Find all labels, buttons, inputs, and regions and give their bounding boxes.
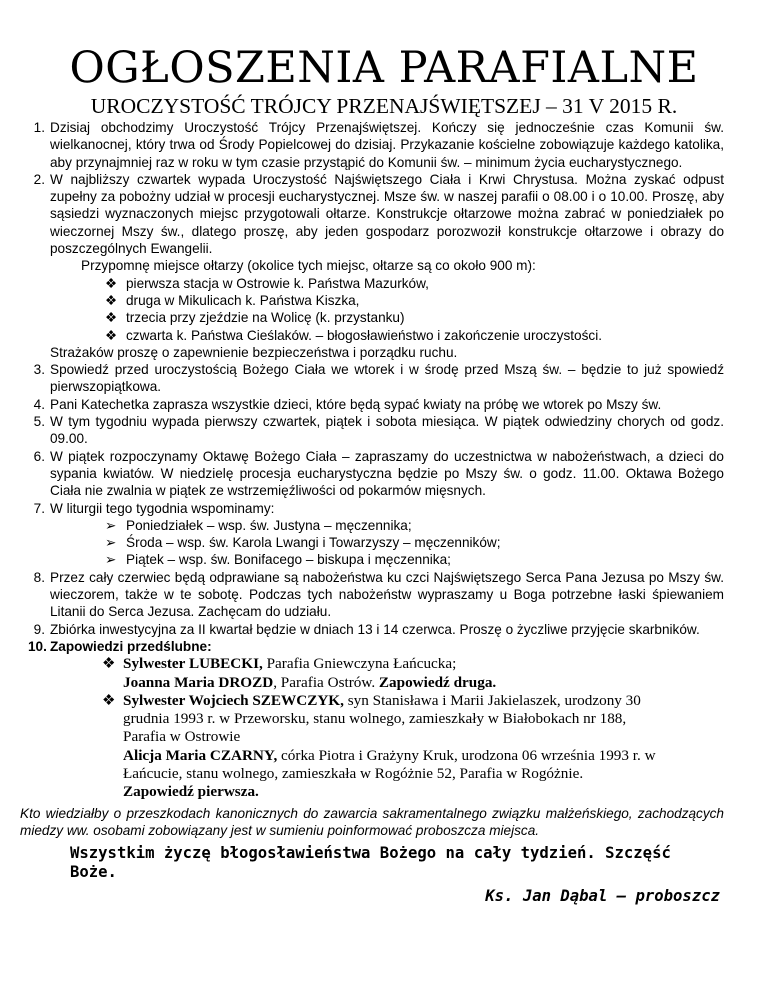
item-text: W piątek rozpoczynamy Oktawę Bożego Ciała – zapraszamy do uczestnictwa w nabożeństwach, a dzieci do sypania kwiatów. W niedzielę procesja eucharystyczna będzie po Mszy św. o godz. 11.00. Oktawa Bożego Ciała nie zwalnia w piątek ze wstrzemięźliwości od pokarmów mięsnych. — [50, 448, 724, 499]
item-number: 1. — [33, 120, 45, 135]
announcements — [20, 119, 724, 906]
item-number: 2. — [33, 171, 45, 187]
banns-status: Zapowiedź druga. — [378, 673, 497, 691]
diamond-bullet-icon: ❖ — [105, 292, 118, 308]
altar-list-item: ❖ druga w Mikulicach k. Państwa Kiszka, — [105, 292, 360, 308]
arrow-bullet-icon: ➢ — [105, 535, 117, 551]
canonical-note: Kto wiedziałby o przeszkodach kanonicznych do zawarcia sakramentalnego związku małżeńskiego, zachodzących miedzy ww. osobami zobowiązany jest w sumieniu poinformować proboszcza miejsca. — [20, 805, 724, 838]
groom-name: Sylwester LUBECKI, — [123, 655, 263, 673]
saint-list-item: ➢ Środa – wsp. św. Karola Lwangi i Towarzyszy – męczenników; — [105, 535, 501, 551]
banns-couple: ❖ Sylwester LUBECKI, Parafia Gniewczyna Łańcucka; Joanna Maria DROZD, Parafia Ostrów. Zapowiedź druga. — [102, 655, 497, 691]
banns-couple: ❖ Sylwester Wojciech SZEWCZYK, syn Stanisława i Marii Jakielaszek, urodzony 30 grudnia 1993 r. w Przeworsku, stanu wolnego, zamieszkały w Białobokach nr 188, Parafia w Ostrowie Alicja Maria CZARNY, córka Piotra i Grażyny Kruk, urodzona 06 września 1993 r. w Łańcucie, stanu wolnego, zamieszkała w Rogóżnie 52, Parafia w Rogóżnie. Zapowiedź pierwsza. — [102, 691, 656, 801]
saint-list-item: ➢ Poniedziałek – wsp. św. Justyna – męczennika; — [105, 517, 412, 533]
announcement-item — [28, 413, 724, 448]
banns-heading: 10. Zapowiedzi przedślubne: — [28, 638, 212, 654]
item-text: W liturgii tego tygodnia wspominamy: — [50, 500, 275, 516]
diamond-bullet-icon: ❖ — [105, 310, 118, 326]
announcement-item — [28, 119, 724, 171]
item-number: 7. — [33, 500, 45, 516]
announcement-item — [28, 621, 724, 638]
announcement-item — [28, 500, 724, 517]
bride-name: Joanna Maria DROZD — [123, 673, 274, 691]
item-number: 6. — [33, 448, 45, 464]
arrow-bullet-icon: ➢ — [105, 517, 117, 533]
item-text: Pani Katechetka zaprasza wszystkie dzieci, które będą sypać kwiaty na próbę we wtorek po Mszy św. — [50, 396, 662, 412]
bride-name: Alicja Maria CZARNY, — [123, 746, 278, 764]
diamond-bullet-icon: ❖ — [102, 655, 116, 673]
item-number: 4. — [33, 396, 45, 412]
groom-name: Sylwester Wojciech SZEWCZYK, — [123, 691, 344, 709]
arrow-bullet-icon: ➢ — [105, 552, 117, 568]
saint-list-item: ➢ Piątek – wsp. św. Bonifacego – biskupa i męczennika; — [105, 552, 451, 568]
item-number: 10. — [28, 638, 47, 654]
diamond-bullet-icon: ❖ — [105, 275, 118, 291]
closing-blessing: Wszystkim życzę błogosławieństwa Bożego na cały tydzień. Szczęść Boże. — [70, 844, 671, 882]
item-text: Dzisiaj obchodzimy Uroczystość Trójcy Przenajświętszej. Kończy się jednocześnie czas Komunii św. wielkanocnej, który trwa od Środy Popielcowej do dzisiaj. Przykazanie kościelne zobowiązuje każdego katolika, aby przynajmniej raz w roku w tym czasie przystąpić do Komunii św. – minimum życia eucharystycznego. — [50, 120, 724, 170]
item-text: Spowiedź przed uroczystością Bożego Ciała we wtorek i w środę przed Mszą św. – będzie to już spowiedź pierwszopiątkowa. — [50, 362, 724, 395]
item-text: W najbliższy czwartek wypada Uroczystość Najświętszego Ciała i Krwi Chrystusa. Można zyskać odpust zupełny za pobożny udział w procesji eucharystycznej. Msze św. w naszej parafii o 08.00 i o 10.00. Proszę, aby sąsiedzi wyznaczonych miejsc przygotowali ołtarze. Konstrukcje ołtarzowe można zabrać w poniedziałek po wieczornej Mszy św., dlatego proszę, aby jeden gospodarz porozwoził konstrukcje ołtarzowe i obrazy do poszczególnych Ewangelii. — [50, 171, 724, 257]
banns-status: Zapowiedź pierwsza. — [123, 783, 259, 801]
item-text: W tym tygodniu wypada pierwszy czwartek, piątek i sobota miesiąca. W piątek odwiedziny chorych od godz. 09.00. — [50, 414, 724, 447]
item-number: 8. — [33, 569, 45, 585]
diamond-bullet-icon: ❖ — [102, 691, 116, 709]
announcement-item — [28, 171, 724, 257]
announcement-item — [28, 361, 724, 396]
guards-note: Strażaków proszę o zapewnienie bezpieczeństwa i porządku ruchu. — [50, 344, 458, 360]
announcement-item — [28, 569, 724, 621]
altar-list-item: ❖ pierwsza stacja w Ostrowie k. Państwa Mazurków, — [105, 275, 429, 291]
page-subtitle: UROCZYSTOŚĆ TRÓJCY PRZENAJŚWIĘTSZEJ – 31 V 2015 R. — [90, 94, 678, 118]
announcement-item — [28, 396, 724, 413]
altar-list-item: ❖ czwarta k. Państwa Cieślaków. – błogosławieństwo i zakończenie uroczystości. — [105, 327, 602, 343]
altars-intro: Przypomnę miejsce ołtarzy (okolice tych miejsc, ołtarze są co około 900 m): — [81, 258, 536, 274]
item-number: 9. — [33, 621, 45, 637]
item-text: Zbiórka inwestycyjna za II kwartał będzie w dniach 13 i 14 czerwca. Proszę o życzliwe przyjęcie skarbników. — [50, 621, 700, 637]
signature: Ks. Jan Dąbal – proboszcz — [485, 887, 720, 906]
diamond-bullet-icon: ❖ — [105, 327, 118, 343]
announcement-item — [28, 448, 724, 500]
page-title: OGŁOSZENIA PARAFIALNE — [69, 43, 699, 93]
altar-list-item: ❖ trzecia przy zjeździe na Wolicę (k. przystanku) — [105, 310, 405, 326]
item-text: Przez cały czerwiec będą odprawiane są nabożeństwa ku czci Najświętszego Serca Pana Jezusa po Mszy św. wieczorem, także w te sobotę. Podczas tych nabożeństw wypraszamy u Boga potrzebne łaski śpiewaniem Litanii do Serca Jezusa. Zachęcam do udziału. — [50, 569, 724, 620]
item-number: 5. — [33, 414, 45, 430]
item-number: 3. — [33, 362, 45, 378]
